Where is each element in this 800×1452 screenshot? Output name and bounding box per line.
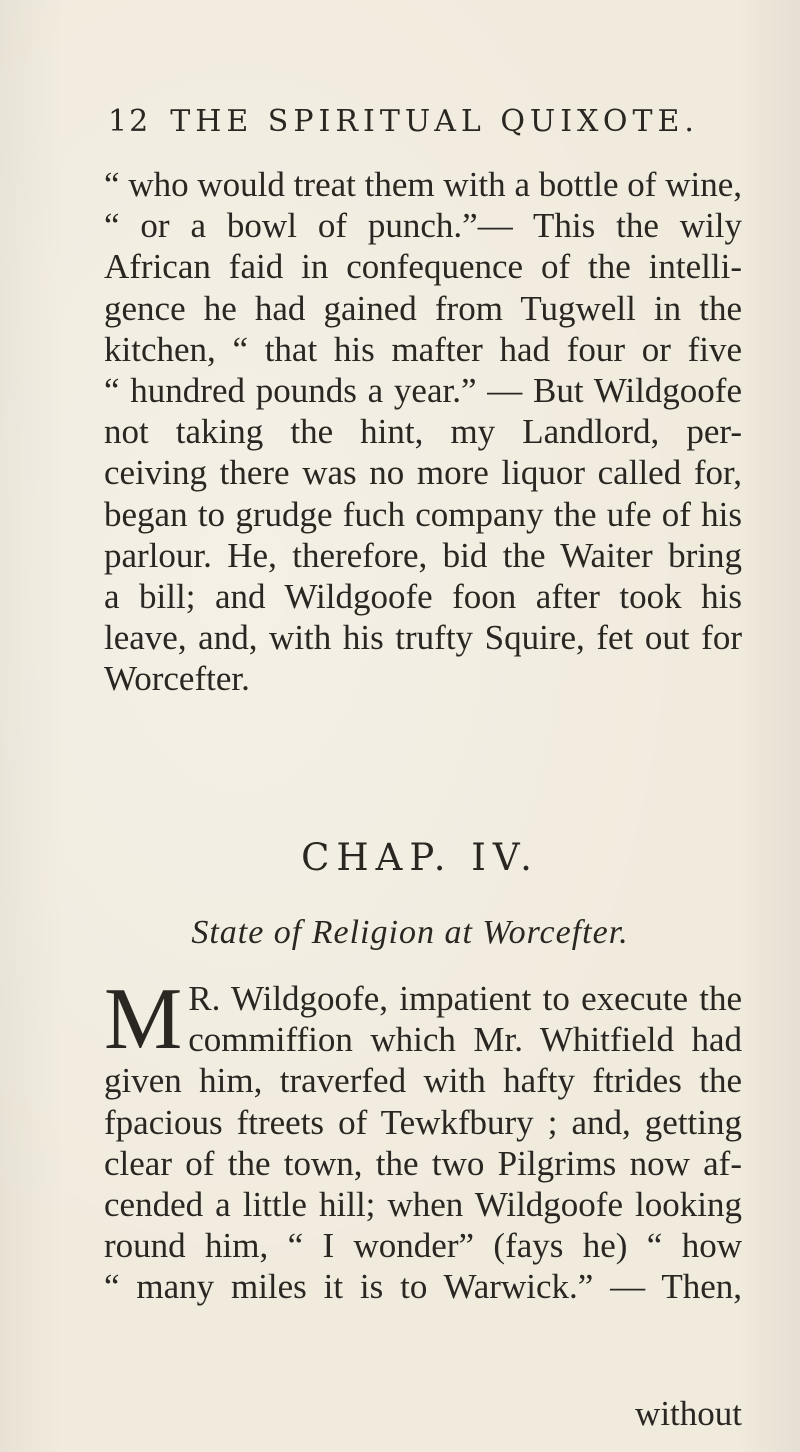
text-line: “ or a bowl of punch.”— This the wily — [104, 206, 742, 246]
text-line: clear of the town, the two Pilgrims now af- — [104, 1143, 742, 1183]
running-head — [108, 104, 748, 139]
chapter-heading: CHAP. IV. — [301, 836, 539, 879]
text-line: fpacious ftreets of Tewkfbury ; and, getting — [104, 1102, 742, 1142]
text-line: R. Wildgoofe, impatient to execute the — [188, 979, 742, 1018]
text-line: given him, traverfed with hafty ftrides the — [104, 1061, 742, 1101]
text-line: parlour. He, therefore, bid the Waiter bring — [104, 535, 742, 575]
text-line: Worcefter. — [104, 659, 250, 699]
chapter-title: State of Religion at Worcefter. — [191, 914, 629, 951]
paragraph-two — [104, 971, 742, 1308]
catchword: without — [635, 1394, 742, 1433]
text-line: began to grudge fuch company the ufe of his — [104, 494, 742, 534]
text-line: “ who would treat them with a bottle of wine, — [104, 165, 742, 204]
text-line: “ many miles it is to Warwick.” — Then, — [104, 1267, 742, 1307]
text-line: round him, “ I wonder” (fays he) “ how — [104, 1226, 742, 1266]
text-line: a bill; and Wildgoofe foon after took his — [104, 577, 742, 617]
text-line: gence he had gained from Tugwell in the — [104, 288, 742, 328]
text-line: kitchen, “ that his mafter had four or five — [104, 329, 742, 369]
text-line: ceiving there was no more liquor called for, — [104, 453, 742, 493]
text-line: commiffion which Mr. Whitfield had — [188, 1020, 742, 1060]
drop-cap: M — [104, 971, 183, 1068]
text-line: leave, and, with his trufty Squire, fet out for — [104, 618, 742, 658]
running-title: THE SPIRITUAL QUIXOTE. — [170, 104, 699, 139]
text-line: cended a little hill; when Wildgoofe looking — [104, 1185, 742, 1225]
text-line: African faid in confequence of the intelli- — [104, 247, 742, 287]
page-number: 12 — [108, 104, 151, 139]
text-line: “ hundred pounds a year.” — But Wildgoofe — [104, 371, 742, 411]
text-line: not taking the hint, my Landlord, per- — [104, 412, 742, 452]
paragraph-one — [104, 164, 742, 700]
